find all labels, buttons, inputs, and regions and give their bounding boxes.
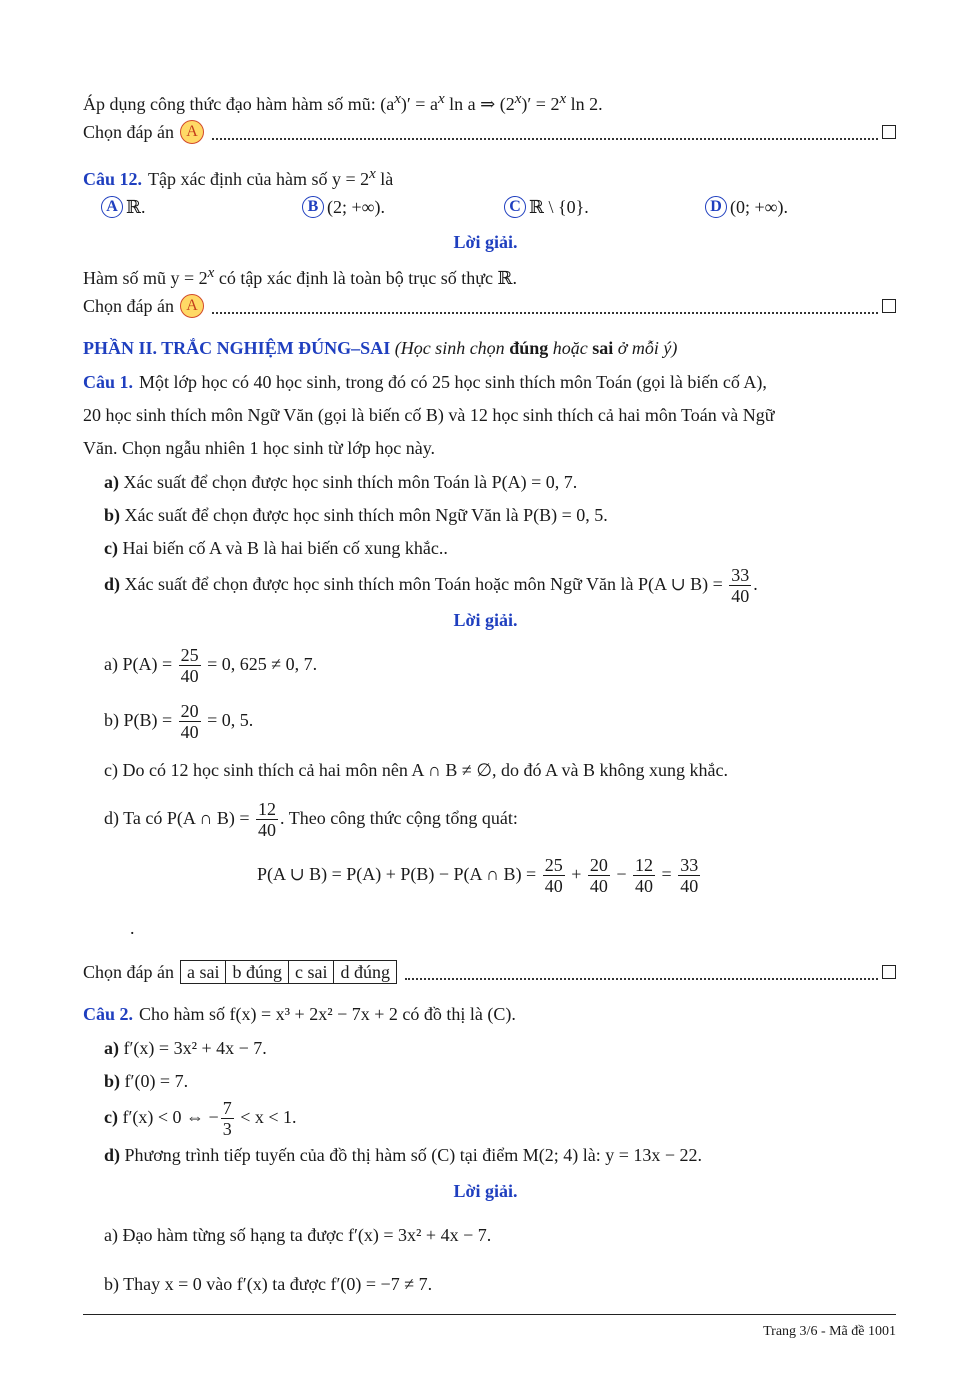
question-label: Câu 12. — [83, 169, 143, 189]
statement-d — [104, 1143, 896, 1167]
answer-badge: A — [180, 294, 204, 318]
fraction — [729, 565, 751, 606]
statement-key: d) — [104, 574, 121, 594]
choose-label: Chọn đáp án — [83, 296, 174, 316]
solution-d — [104, 796, 896, 840]
statement-a — [104, 1036, 896, 1060]
section-subtitle: (Học sinh chọn — [394, 338, 505, 358]
fraction — [179, 645, 201, 686]
statement-b — [104, 503, 896, 527]
fraction — [179, 701, 201, 742]
statement-c — [104, 536, 896, 560]
answer-cell: c sai — [289, 961, 334, 983]
statement-key: a) — [104, 472, 119, 492]
answer-badge: A — [180, 120, 204, 144]
fraction — [633, 855, 655, 896]
solution-text-end: có tập xác định là toàn bộ trục số thực ℝ. — [214, 268, 517, 288]
statement-key: d) — [104, 1145, 121, 1165]
part-2-heading — [83, 336, 896, 360]
page-footer: Trang 3/6 - Mã đề 1001 — [763, 1324, 896, 1339]
statement-text: Xác suất để chọn được học sinh thích môn Toán là P(A) = 0, 7. — [123, 472, 578, 492]
question-12-options — [83, 195, 896, 221]
solution-title: Lời giải. — [453, 610, 518, 630]
denominator: 40 — [680, 876, 699, 897]
answer-table — [180, 960, 397, 984]
option-text: (0; +∞). — [730, 197, 788, 217]
section-subtitle: hoặc — [552, 338, 588, 358]
statement-text: Phương trình tiếp tuyến của đồ thị hàm số (C) tại điểm M(2; 4) là: y = 13x − 22. — [124, 1145, 703, 1165]
numerator: 33 — [731, 565, 750, 586]
dotted-leader — [212, 124, 878, 140]
denominator: 3 — [222, 1119, 232, 1140]
statement-text: f′(0) = 7. — [124, 1071, 189, 1091]
solution-a: a) Đạo hàm từng số hạng ta được f′(x) = 3x² + 4x − 7. — [104, 1225, 492, 1245]
answer-cell: a sai — [181, 961, 226, 983]
statement-c — [104, 1095, 896, 1139]
statement-text: < x < 1. — [240, 1107, 297, 1127]
fraction — [256, 799, 278, 840]
formula-part: ln 2. — [566, 94, 603, 114]
numerator: 12 — [258, 799, 277, 820]
question-label: Câu 1. — [83, 372, 134, 392]
solution-a — [104, 642, 896, 686]
formula-part: )′ = 2 — [521, 94, 560, 114]
solution-c: c) Do có 12 học sinh thích cả hai môn nên A ∩ B ≠ ∅, do đó A và B không xung khắc. — [104, 760, 728, 780]
numerator: 33 — [680, 855, 699, 876]
option-text: ℝ \ {0}. — [529, 197, 589, 217]
question-text: Tập xác định của hàm số y = 2 — [148, 169, 370, 189]
option-key: B — [302, 196, 324, 218]
solution-text: = 0, 5. — [207, 710, 254, 730]
numerator: 12 — [635, 855, 654, 876]
statement-a — [104, 470, 896, 494]
option-text: ℝ. — [126, 197, 146, 217]
formula-part: )′ = a — [400, 94, 438, 114]
fraction — [543, 855, 565, 896]
solution-text: = 0, 625 ≠ 0, 7. — [207, 654, 318, 674]
option-key: A — [101, 196, 123, 218]
option-a[interactable] — [101, 195, 145, 219]
statement-key: a) — [104, 1038, 119, 1058]
numerator: 7 — [222, 1098, 232, 1119]
question-text-end: là — [375, 169, 394, 189]
solution-title: Lời giải. — [453, 232, 518, 252]
option-key: D — [705, 196, 727, 218]
option-b[interactable] — [302, 195, 385, 219]
choose-label: Chọn đáp án — [83, 962, 174, 982]
trailing-dot: . — [130, 918, 135, 938]
solution-b: b) Thay x = 0 vào f′(x) ta được f′(0) = −7 ≠ 7. — [104, 1274, 433, 1294]
option-d[interactable] — [705, 195, 788, 219]
statement-text: Xác suất để chọn được học sinh thích môn Ngữ Văn là P(B) = 0, 5. — [124, 505, 608, 525]
choose-answer-row — [83, 960, 896, 984]
checkbox-icon[interactable] — [882, 299, 896, 313]
footer-divider — [83, 1314, 896, 1315]
section-subtitle-bold: đúng — [509, 338, 549, 358]
question-1-line-2: 20 học sinh thích môn Ngữ Văn (gọi là biến cố B) và 12 học sinh thích cả hai môn Toán và Ngữ — [83, 405, 775, 425]
choose-answer-row — [83, 120, 896, 144]
solution-b — [104, 698, 896, 742]
question-text: Một lớp học có 40 học sinh, trong đó có 25 học sinh thích môn Toán (gọi là biến cố A), — [139, 372, 767, 392]
statement-d: d) Xác suất để chọn được học sinh thích môn Toán hoặc môn Ngữ Văn là P(A ∪ B) = $\frac{33}{40}$ . — [104, 565, 758, 607]
solution-title: Lời giải. — [453, 1181, 518, 1201]
dotted-leader — [405, 964, 878, 980]
section-subtitle-bold: sai — [592, 338, 614, 358]
statement-key: b) — [104, 1071, 121, 1091]
fraction — [678, 855, 700, 896]
question-text: Cho hàm số f(x) = x³ + 2x² − 7x + 2 có đồ thị là (C). — [139, 1004, 516, 1024]
statement-text: f′(x) = 3x² + 4x − 7. — [123, 1038, 267, 1058]
section-subtitle: ở mỗi ý) — [617, 338, 678, 358]
statement-text: f′(x) < 0 ⇔ − — [122, 1107, 219, 1127]
statement-text: Xác suất để chọn được học sinh thích môn Toán hoặc môn Ngữ Văn là P(A ∪ B) = — [124, 574, 723, 594]
numerator: 25 — [180, 645, 199, 666]
denominator: 40 — [635, 876, 654, 897]
option-key: C — [504, 196, 526, 218]
general-addition-equation: P(A ∪ B) = P(A) + P(B) − P(A ∩ B) = $\frac{25}{40}$ + $\frac{20}{40}$ − $\frac{12}{40}$ = $\frac{33}{40}$ — [257, 855, 699, 897]
solution-text: Hàm số mũ $y = 2^x$ có tập xác định là toàn bộ trục số thực ℝ. — [83, 265, 517, 288]
choose-label: Chọn đáp án — [83, 122, 174, 142]
denominator: 40 — [180, 666, 199, 687]
numerator: 20 — [180, 701, 199, 722]
question-2 — [83, 1002, 896, 1026]
statement-b — [104, 1069, 896, 1093]
answer-cell: d đúng — [340, 962, 390, 982]
answer-cell: b đúng — [226, 961, 289, 983]
question-1-line-3: Văn. Chọn ngẫu nhiên 1 học sinh từ lớp học này. — [83, 438, 436, 458]
solution-text: . Theo công thức cộng tổng quát: — [280, 808, 518, 828]
numerator: 25 — [544, 855, 563, 876]
equation-lhs: P(A ∪ B) = P(A) + P(B) − P(A ∩ B) = — [257, 864, 537, 884]
denominator: 40 — [589, 876, 608, 897]
question-label: Câu 2. — [83, 1004, 134, 1024]
denominator: 40 — [258, 820, 277, 841]
solution-text-start: Hàm số mũ y = 2 — [83, 268, 208, 288]
question-1-line-1 — [83, 370, 896, 394]
checkbox-icon[interactable] — [882, 965, 896, 979]
denominator: 40 — [731, 586, 750, 607]
statement-key: b) — [104, 505, 121, 525]
option-c[interactable] — [504, 195, 589, 219]
fraction — [588, 855, 610, 896]
solution-text: a) P(A) = — [104, 654, 173, 674]
checkbox-icon[interactable] — [882, 125, 896, 139]
derivative-formula-line: Áp dụng công thức đạo hàm hàm số mũ: $(a^x)' = a^x$ ln a ⇒ $(2^x)' = 2^x$ ln 2. — [83, 91, 603, 114]
statement-text: Hai biến cố A và B là hai biến cố xung khắc.. — [122, 538, 448, 558]
denominator: 40 — [544, 876, 563, 897]
formula-part: ln a ⇒ (2 — [444, 94, 515, 114]
choose-answer-row — [83, 294, 896, 318]
statement-key: c) — [104, 538, 118, 558]
section-title: PHẦN II. TRẮC NGHIỆM ĐÚNG–SAI — [83, 338, 391, 358]
solution-text: d) Ta có P(A ∩ B) = — [104, 808, 250, 828]
numerator: 20 — [589, 855, 608, 876]
solution-text: b) P(B) = — [104, 710, 173, 730]
statement-key: c) — [104, 1107, 118, 1127]
fraction — [221, 1098, 234, 1139]
question-12: Câu 12. Tập xác định của hàm số $y = 2^x$ là — [83, 166, 394, 189]
option-text: (2; +∞). — [327, 197, 385, 217]
denominator: 40 — [180, 722, 199, 743]
formula-text: Áp dụng công thức đạo hàm hàm số mũ: (a — [83, 94, 395, 114]
dotted-leader — [212, 298, 878, 314]
